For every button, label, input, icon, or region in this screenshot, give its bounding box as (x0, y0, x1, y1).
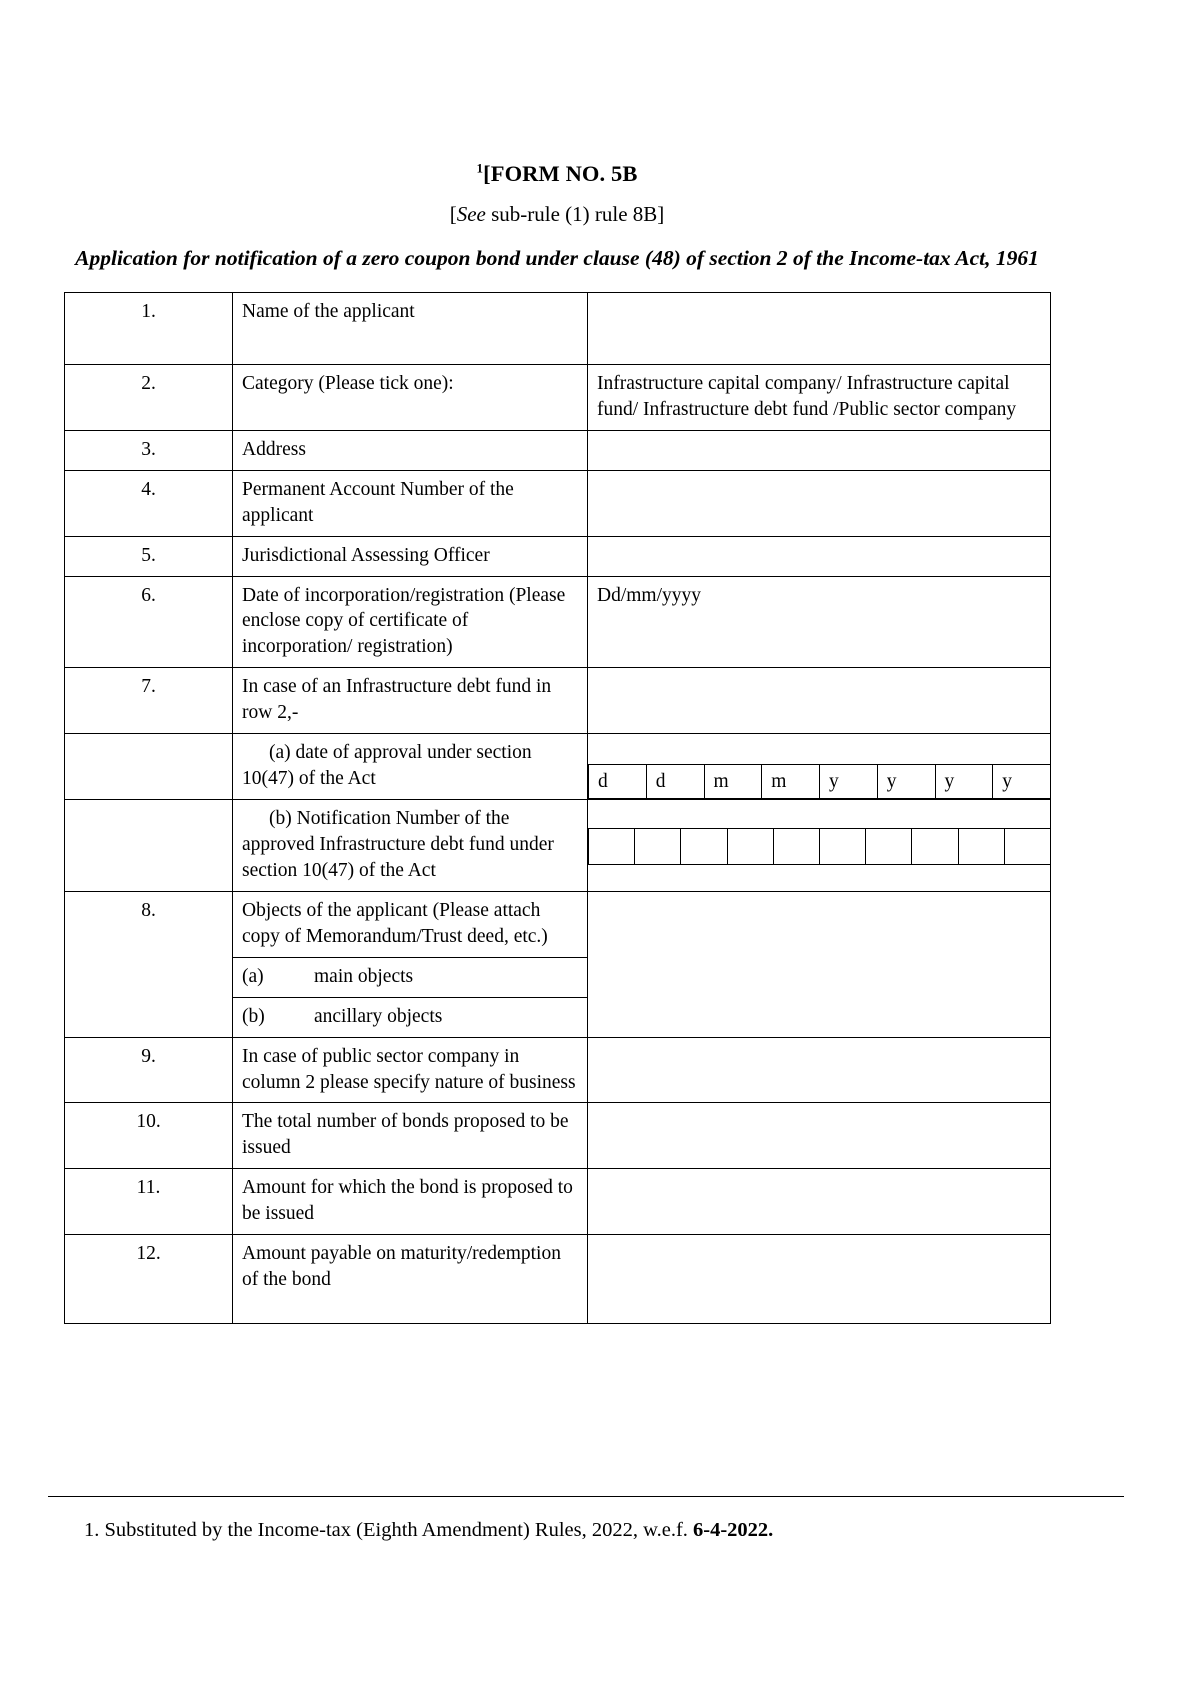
row-description: Amount payable on maturity/redemption of the bond (233, 1235, 588, 1324)
row-number: 2. (65, 365, 233, 431)
date-box-yy1[interactable]: y (820, 765, 878, 799)
row-number: 5. (65, 536, 233, 576)
table-row (65, 1103, 1051, 1169)
notification-box-4[interactable] (727, 829, 773, 865)
notification-box-9[interactable] (958, 829, 1004, 865)
footnote (84, 1517, 1104, 1545)
row-description: In case of public sector company in column 2 please specify nature of business (233, 1037, 588, 1103)
row-value[interactable] (588, 668, 1051, 734)
row-number: 12. (65, 1235, 233, 1324)
date-box-dd1[interactable]: d (589, 765, 647, 799)
date-box-yy2[interactable]: y (877, 765, 935, 799)
see-reference-line (64, 201, 1050, 228)
row-description: Address (233, 430, 588, 470)
footnote-divider (48, 1496, 1124, 1497)
sub-item-label: (b) (242, 1005, 265, 1027)
table-row (65, 365, 1051, 431)
row-description: Jurisdictional Assessing Officer (233, 536, 588, 576)
table-row (65, 800, 1051, 892)
date-boxes-cell (588, 734, 1051, 800)
row-description: In case of an Infrastructure debt fund in row 2,- (233, 668, 588, 734)
notification-boxes-cell (588, 800, 1051, 892)
row-description: Category (Please tick one): (233, 365, 588, 431)
row-value[interactable] (588, 536, 1051, 576)
notification-box-10[interactable] (1004, 829, 1050, 865)
row-number: 11. (65, 1169, 233, 1235)
date-boxes-wrap (588, 734, 1050, 799)
footnote-marker: 1 (476, 160, 484, 176)
sub-item-label: (a) (269, 742, 291, 764)
table-row (65, 293, 1051, 365)
sub-item-text: main objects (314, 965, 414, 987)
row-description (233, 800, 588, 892)
sub-item-hang (242, 808, 554, 881)
row-description: Objects of the applicant (Please attach copy of Memorandum/Trust deed, etc.) (233, 891, 588, 957)
box-spacer (588, 800, 1050, 828)
row-number (65, 800, 233, 892)
footnote-date: 6-4-2022. (693, 1519, 774, 1541)
table-row (65, 430, 1051, 470)
date-box-dd2[interactable]: d (646, 765, 704, 799)
notification-box-3[interactable] (681, 829, 727, 865)
row-number: 3. (65, 430, 233, 470)
row-description: Amount for which the bond is proposed to be issued (233, 1169, 588, 1235)
row-number: 9. (65, 1037, 233, 1103)
sub-item-text: Notification Number of the approved Infrastructure debt fund under section 10(47) of the Act (242, 808, 554, 881)
row-value[interactable] (588, 470, 1051, 536)
row-value[interactable] (588, 1037, 1051, 1103)
table-row (65, 576, 1051, 668)
table-row (65, 1037, 1051, 1103)
row-number (65, 734, 233, 800)
row-number: 6. (65, 576, 233, 668)
notification-boxes-wrap (588, 800, 1050, 865)
sub-item-text: date of approval under section 10(47) of the Act (242, 742, 532, 790)
row-value[interactable]: Infrastructure capital company/ Infrastructure capital fund/ Infrastructure debt fund /Public sector company (588, 365, 1051, 431)
sub-item-label: (a) (242, 965, 264, 987)
row-value[interactable] (588, 1103, 1051, 1169)
row-description: Name of the applicant (233, 293, 588, 365)
date-box-mm1[interactable]: m (704, 765, 762, 799)
row-value[interactable] (588, 891, 1051, 1037)
row-value[interactable] (588, 1169, 1051, 1235)
table-row (65, 536, 1051, 576)
see-prefix: [ (449, 202, 457, 227)
row-description (233, 957, 588, 997)
notification-box-1[interactable] (589, 829, 635, 865)
table-row (65, 1235, 1051, 1324)
date-box-yy4[interactable]: y (993, 765, 1051, 799)
table-row (65, 1169, 1051, 1235)
row-description (233, 997, 588, 1037)
form-title-text: [FORM NO. 5B (483, 161, 638, 186)
form-table (64, 292, 1051, 1324)
row-number: 7. (65, 668, 233, 734)
row-description: The total number of bonds proposed to be issued (233, 1103, 588, 1169)
row-number: 4. (65, 470, 233, 536)
notification-box-7[interactable] (866, 829, 912, 865)
application-subtitle: Application for notification of a zero coupon bond under clause (48) of section 2 of the Income-tax Act, 1961 (75, 246, 1039, 271)
notification-box-6[interactable] (819, 829, 865, 865)
table-row (65, 734, 1051, 800)
see-italic: See (456, 202, 486, 227)
row-description: Permanent Account Number of the applicant (233, 470, 588, 536)
sub-item-text: ancillary objects (314, 1005, 443, 1027)
table-row (65, 470, 1051, 536)
sub-item-label: (b) (269, 808, 292, 830)
notification-box-5[interactable] (773, 829, 819, 865)
row-number: 8. (65, 891, 233, 1037)
row-value[interactable] (588, 1235, 1051, 1324)
footnote-text: 1. Substituted by the Income-tax (Eighth Amendment) Rules, 2022, w.e.f. (84, 1519, 694, 1541)
notification-box-row (588, 828, 1051, 865)
see-rest: sub-rule (1) rule 8B] (485, 202, 665, 227)
row-value[interactable] (588, 430, 1051, 470)
row-value[interactable]: Dd/mm/yyyy (588, 576, 1051, 668)
row-description (233, 734, 588, 800)
date-box-mm2[interactable]: m (762, 765, 820, 799)
notification-box-2[interactable] (635, 829, 681, 865)
form-title (64, 160, 1050, 188)
notification-box-8[interactable] (912, 829, 958, 865)
row-number: 10. (65, 1103, 233, 1169)
row-value[interactable] (588, 293, 1051, 365)
document-heading (64, 160, 1050, 273)
date-box-yy3[interactable]: y (935, 765, 993, 799)
row-description: Date of incorporation/registration (Please enclose copy of certificate of incorporation/ registration) (233, 576, 588, 668)
sub-item-hang (242, 742, 532, 789)
box-spacer (588, 734, 1050, 764)
table-row (65, 668, 1051, 734)
row-number: 1. (65, 293, 233, 365)
date-box-row (588, 764, 1051, 799)
table-row (65, 891, 1051, 957)
